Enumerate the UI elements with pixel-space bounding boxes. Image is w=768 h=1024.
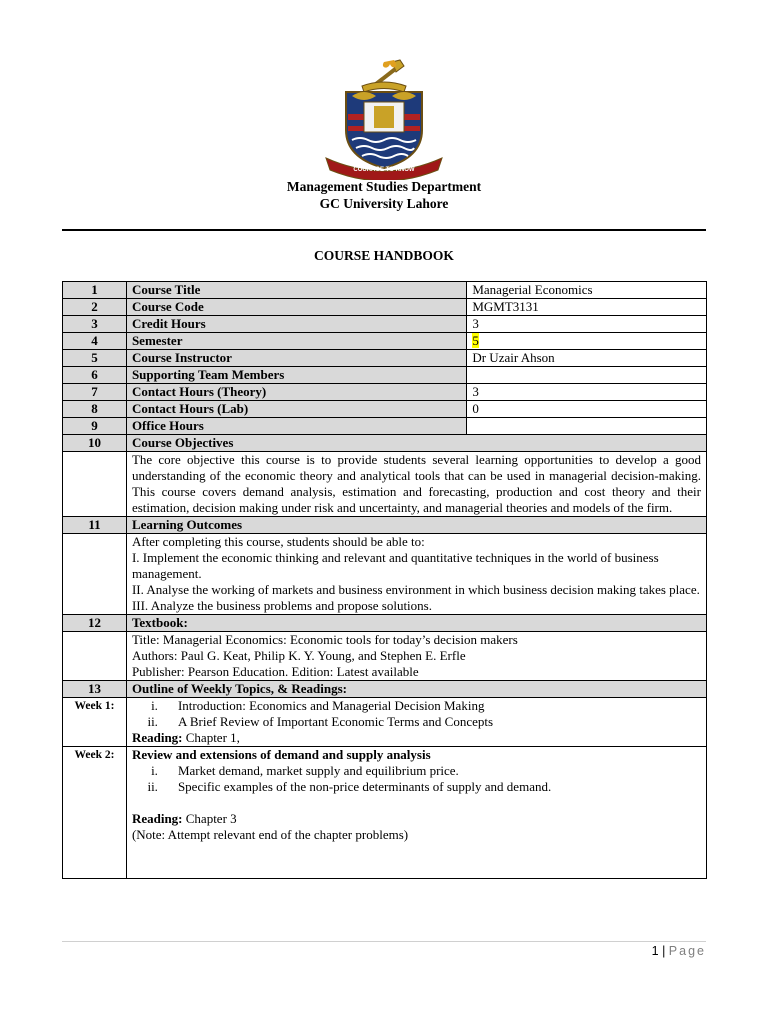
week-2-note: (Note: Attempt relevant end of the chapter problems): [131, 827, 409, 842]
table-row: [63, 632, 707, 681]
page-label: Page: [668, 944, 706, 958]
table-row: [63, 316, 707, 333]
row-number: 1: [63, 282, 127, 299]
table-row: [63, 452, 707, 517]
logo-motto: COURAGE TO KNOW: [353, 167, 415, 173]
objectives-text: The core objective this course is to provide students several learning opportunities to develop a good understanding of the economic theory and analytical tools that can be used in managerial decision-making. This course covers demand analysis, estimation and forecasting, production and cost theory and their estimation, decision making under risk and uncertainty, and managerial theories and models of the firm.: [126, 452, 706, 517]
textbook-publisher: Publisher: Pearson Education. Edition: Latest available: [131, 664, 419, 679]
field-value: [467, 367, 707, 384]
field-label: Contact Hours (Lab): [126, 401, 466, 418]
row-number: 6: [63, 367, 127, 384]
table-row: [63, 401, 707, 418]
outcome-line: I. Implement the economic thinking and relevant and quantitative techniques in the world of business management.: [131, 550, 659, 581]
list-item: ii. A Brief Review of Important Economic Terms and Concepts: [147, 714, 494, 729]
table-row: [63, 282, 707, 299]
field-label: Course Code: [126, 299, 466, 316]
table-row: [63, 384, 707, 401]
outcome-line: II. Analyse the working of markets and business environment in which business decision making takes place.: [131, 582, 700, 597]
footer-divider: [62, 941, 706, 942]
field-value: Dr Uzair Ahson: [467, 350, 707, 367]
row-number: 10: [63, 435, 127, 452]
objectives-heading: Course Objectives: [126, 435, 706, 452]
table-row: [63, 681, 707, 698]
week-label: Week 1:: [63, 698, 127, 747]
textbook-title: Title: Managerial Economics: Economic tools for today’s decision makers: [131, 632, 518, 647]
field-label: Contact Hours (Theory): [126, 384, 466, 401]
week-1-reading: Reading: Chapter 1,: [131, 730, 240, 745]
outline-heading: Outline of Weekly Topics, & Readings:: [126, 681, 706, 698]
textbook-heading: Textbook:: [126, 615, 706, 632]
week-label: Week 2:: [63, 747, 127, 879]
field-value: Managerial Economics: [467, 282, 707, 299]
page-number: 1: [651, 944, 659, 958]
table-row: [63, 350, 707, 367]
field-value: 3: [467, 316, 707, 333]
university-name: GC University Lahore: [319, 196, 449, 211]
row-number: 4: [63, 333, 127, 350]
field-value: [467, 333, 707, 350]
textbook-authors: Authors: Paul G. Keat, Philip K. Y. Young, and Stephen E. Erfle: [131, 648, 466, 663]
table-row: [63, 698, 707, 747]
row-number: 11: [63, 517, 127, 534]
table-row: [63, 615, 707, 632]
list-item: i. Introduction: Economics and Managerial Decision Making: [151, 698, 485, 713]
semester-value-highlight: 5: [472, 333, 479, 348]
textbook-text: [126, 632, 706, 681]
outcomes-heading: Learning Outcomes: [126, 517, 706, 534]
row-number: 9: [63, 418, 127, 435]
empty-cell: [63, 534, 127, 615]
row-number: 3: [63, 316, 127, 333]
footer-separator: |: [662, 944, 666, 958]
course-info-table: [62, 281, 707, 879]
row-number: 5: [63, 350, 127, 367]
field-value: 0: [467, 401, 707, 418]
table-row: [63, 367, 707, 384]
field-label: Office Hours: [126, 418, 466, 435]
table-row: [63, 333, 707, 350]
page-footer: [652, 944, 706, 958]
header-divider: [62, 229, 706, 231]
field-label: Semester: [126, 333, 466, 350]
week-2-heading: Review and extensions of demand and supply analysis: [131, 747, 431, 762]
list-item: ii. Specific examples of the non-price determinants of supply and demand.: [147, 779, 552, 794]
week-2-content: [126, 747, 706, 879]
row-number: 7: [63, 384, 127, 401]
outcome-line: After completing this course, students should be able to:: [131, 534, 425, 549]
row-number: 2: [63, 299, 127, 316]
field-label: Course Instructor: [126, 350, 466, 367]
week-2-reading: Reading: Chapter 3: [131, 811, 237, 826]
outcomes-text: [126, 534, 706, 615]
field-label: Course Title: [126, 282, 466, 299]
field-label: Supporting Team Members: [126, 367, 466, 384]
empty-cell: [63, 452, 127, 517]
university-crest-logo: [322, 58, 446, 180]
empty-cell: [63, 632, 127, 681]
outcome-line: III. Analyze the business problems and propose solutions.: [131, 598, 432, 613]
table-row: [63, 418, 707, 435]
department-name: Management Studies Department: [286, 179, 482, 194]
table-row: [63, 534, 707, 615]
table-row: [63, 299, 707, 316]
table-row: [63, 517, 707, 534]
week-1-content: [126, 698, 706, 747]
field-value: [467, 418, 707, 435]
field-value: MGMT3131: [467, 299, 707, 316]
table-row: [63, 435, 707, 452]
field-label: Credit Hours: [126, 316, 466, 333]
table-row: [63, 747, 707, 879]
row-number: 8: [63, 401, 127, 418]
list-item: i. Market demand, market supply and equilibrium price.: [151, 763, 459, 778]
row-number: 13: [63, 681, 127, 698]
row-number: 12: [63, 615, 127, 632]
document-title: COURSE HANDBOOK: [314, 248, 454, 263]
field-value: 3: [467, 384, 707, 401]
